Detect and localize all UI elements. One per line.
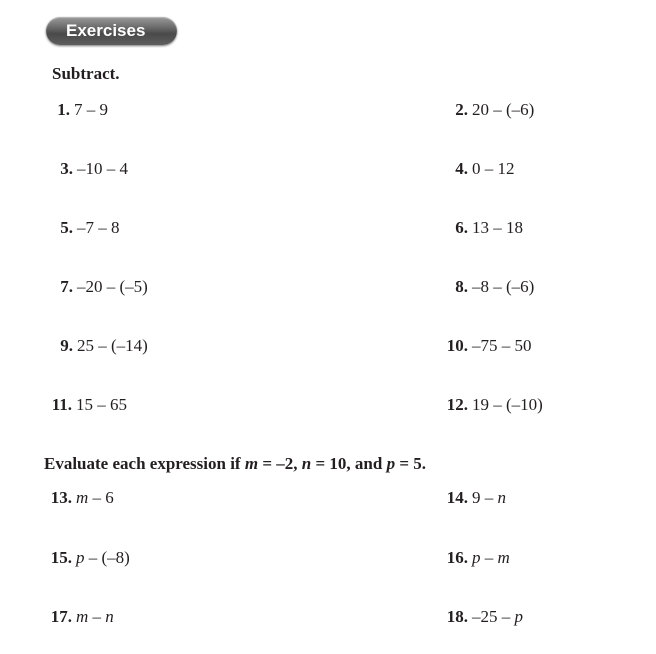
exercise-number: 9. xyxy=(60,336,73,355)
exercise-expression: –75 – 50 xyxy=(472,336,532,355)
exercise-expression xyxy=(472,488,506,508)
variable-n: n xyxy=(301,454,312,473)
heading-text: = –2, xyxy=(258,454,302,473)
expr-part: n xyxy=(105,607,114,626)
expr-part: p xyxy=(76,548,85,567)
exercise-number: 2. xyxy=(455,100,468,119)
variable-p: p xyxy=(386,454,396,473)
section-heading-subtract: Subtract. xyxy=(52,64,120,83)
exercises-banner: Exercises xyxy=(46,17,177,45)
exercise-expression: 20 – (–6) xyxy=(472,100,535,119)
exercise-expression xyxy=(76,548,130,568)
exercise-expression: –20 – (–5) xyxy=(77,277,148,296)
exercise-expression: –8 – (–6) xyxy=(472,277,535,296)
exercise-expression xyxy=(472,607,523,627)
expr-part: –25 – xyxy=(472,607,515,626)
expr-part: m xyxy=(497,548,510,567)
exercise-expression: 7 – 9 xyxy=(74,100,108,119)
exercise-number: 14. xyxy=(446,488,468,507)
exercise-number: 15. xyxy=(50,548,72,567)
exercise-expression: 13 – 18 xyxy=(472,218,523,237)
heading-text: Evaluate each expression if xyxy=(44,454,245,473)
expr-part: p xyxy=(472,548,481,567)
exercise-number: 3. xyxy=(60,159,73,178)
exercise-number: 13. xyxy=(50,488,72,507)
expr-part: 9 – xyxy=(472,488,498,507)
exercise-expression: –10 – 4 xyxy=(77,159,128,178)
expr-part: n xyxy=(497,488,506,507)
expr-part: p xyxy=(514,607,523,626)
exercise-number: 16. xyxy=(446,548,468,567)
exercise-number: 5. xyxy=(60,218,73,237)
expr-part: – xyxy=(480,548,498,567)
exercise-number: 8. xyxy=(455,277,468,296)
exercise-expression: 15 – 65 xyxy=(76,395,127,414)
expr-part: – xyxy=(88,607,106,626)
exercise-expression xyxy=(472,548,510,568)
exercise-number: 1. xyxy=(57,100,70,119)
exercise-number: 7. xyxy=(60,277,73,296)
exercise-expression: 19 – (–10) xyxy=(472,395,543,414)
heading-text: = 10, and xyxy=(311,454,387,473)
exercise-expression xyxy=(76,488,114,508)
exercise-number: 11. xyxy=(51,395,72,414)
expr-part: – (–8) xyxy=(84,548,130,567)
exercise-expression: 0 – 12 xyxy=(472,159,515,178)
exercise-number: 4. xyxy=(455,159,468,178)
heading-text: = 5. xyxy=(395,454,427,473)
exercise-expression: –7 – 8 xyxy=(77,218,120,237)
exercise-expression xyxy=(76,607,114,627)
exercise-number: 18. xyxy=(446,607,468,626)
exercise-expression: 25 – (–14) xyxy=(77,336,148,355)
variable-m: m xyxy=(244,454,259,473)
exercise-number: 12. xyxy=(446,395,468,414)
expr-part: m xyxy=(76,607,89,626)
exercise-number: 6. xyxy=(455,218,468,237)
exercise-number: 17. xyxy=(50,607,72,626)
exercise-number: 10. xyxy=(446,336,468,355)
section-heading-evaluate xyxy=(44,454,426,474)
expr-part: m xyxy=(76,488,89,507)
expr-part: – 6 xyxy=(88,488,114,507)
